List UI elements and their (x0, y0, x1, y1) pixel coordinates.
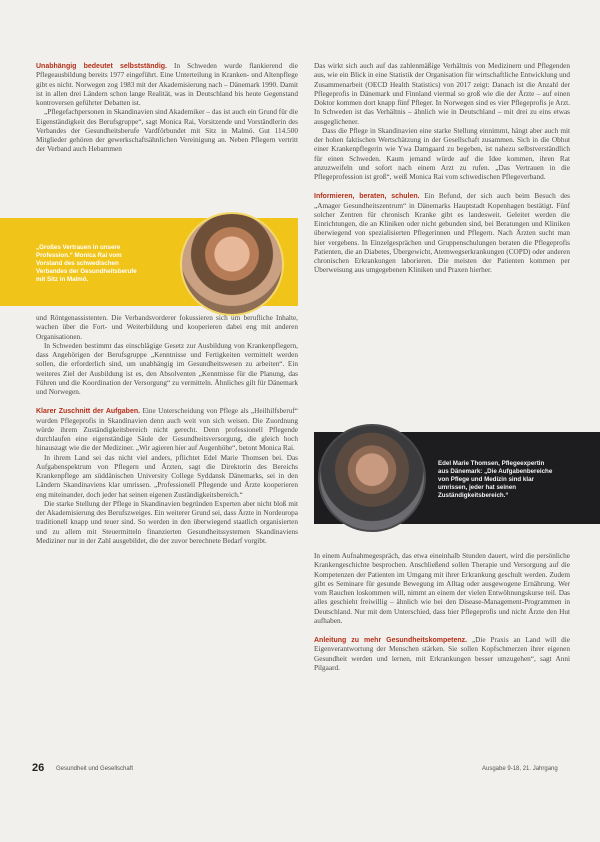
paragraph: In einem Aufnahmegespräch, das etwa eineinhalb Stunden dauert, wird die persönliche Krankengeschichte besprochen. Anschließend sollen Therapie und Versorgung auf die Kompetenzen der Patienten im Umgang mit ihrer Erkrankung geschult werden. Zudem gibt es Seminare für gesunde Bewegung im Alltag oder ausgewogene Ernährung. Wer vom Rauchen loskommen will, nimmt an einem der vielen Entwöhnungskurse teil. Das alles geschieht freiwillig – ähnlich wie bei den Disease-Management-Programmen in Deutschland. Nur mit dem Unterschied, dass hier Pflegeprofis und nicht Ärzte den Hut aufhaben. (314, 552, 570, 625)
paragraph: Unabhängig bedeutet selbstständig. In Schweden wurde flankierend die Pflegeausbildung bereits 1977 eingeführt. Eine Unterteilung in Kranken- und Altenpflege gibt es nicht. Norwegen zog 1983 mit der Akademisierung nach – Dänemark 1990. Damit ist in allen drei Ländern schon lange Realität, was in Deutschland bis heute Gegenstand kontroversen geführter Debatten ist. (36, 62, 298, 107)
quote-box-monica-rai (0, 218, 298, 306)
paragraph-lead: Unabhängig bedeutet selbstständig. (36, 63, 168, 70)
paragraph: Dass die Pflege in Skandinavien eine starke Stellung einnimmt, hängt aber auch mit der hohen faktischen Wertschätzung in der Gesellschaft zusammen. Sich in die Obhut einer Krankenpflegerin wie Ywa Damgaard zu begeben, ist nahezu selbstverständlich für einen Schweden. Kaum jemand würde auf die Idee kommen, ihren Rat anzuzweifeln und sofort nach einem Arzt zu rufen. „Das Vertrauen in die Pflegeprofession ist groß“, weiß Monica Rai vom schwedischen Pflegeverband. (314, 126, 570, 181)
right-column-top (314, 62, 570, 276)
paragraph: Anleitung zu mehr Gesundheitskompetenz. „Die Praxis an Land will die Eigenverantwortung der Menschen stärken. Sie sollen Kopfschmerzen ihrer eigenen Gesundheit werden und lernen, mit Erkrankungen besser umzugehen“, sagt Anni Pilgaard. (314, 636, 571, 672)
paragraph: Die starke Stellung der Pflege in Skandinavien begründen Experten aber nicht bloß mit der Akademisierung des Berufszweiges. Ein weiterer Grund sei, dass Ärzte in Nordeuropa traditionell knapp und teuer sind. So werden in den überwiegend staatlich organisierten und zu allem mit Steuermitteln finanzierten Gesundheitssystemen Skandinaviens Mediziner nur in der Zahl ausgebildet, die der zuvor berechnete Bedarf vorgibt. (36, 499, 298, 545)
quote-text: „Großes Vertrauen in unsere Profession.“ Monica Rai vom Vorstand des schwedischen Verbandes der Gesundheitsberufe mit Sitz in Malmö. (36, 244, 137, 283)
paragraph: Das wirkt sich auch auf das zahlenmäßige Verhältnis von Medizinern und Pflegenden aus, wie ein Blick in eine Statistik der Organisation für wirtschaftliche Entwicklung und Zusammenarbeit (OECD Health Statistics) von 2017 zeigt: Danach ist die Anzahl der Pflegeprofis in Dänemark und Finnland viermal so groß wie die der Ärzte – auf einen Doktor kommen dort knapp fünf Pfleger. In Norwegen sind es vier Pflegeprofis je Arzt. In Schweden ist das Verhältnis – ähnlich wie in Deutschland – mit drei zu eins etwas ausgeglichener. (314, 62, 570, 126)
paragraph: In Schweden bestimmt das einschlägige Gesetz zur Ausbildung von Krankenpflegern, dass Angehörigen der Berufsgruppe „Kenntnisse und Fertigkeiten vermittelt werden sollen, die erforderlich sind, um unabhängig im Gesundheitswesen zu arbeiten“. Ein weiteres Ziel der Ausbildung ist es, den Absolventen „Kenntnisse für die Planung, das Führen und die Koordination der Versorgung“ zu vermitteln. Ähnliches gilt für Dänemark und Norwegen. (36, 341, 298, 396)
issue-info: Ausgabe 9-18, 21. Jahrgang (482, 766, 558, 772)
paragraph: Klarer Zuschnitt der Aufgaben. Eine Unterscheidung von Pflege als „Heilhilfsberuf“ wurden Pflegeprofis in Skandinavien denn auch weit von sich weisen. Die Zuordnung würde ihrem Zuständigkeitsbereich nicht gerecht. Denn professionell Pflegende durchlaufen eine eigenständige Säule der Gesundheitsversorgung, die gleich hoch hinauszagt wie die der Mediziner. „Wir agieren hier auf Augenhöhe“, betont Monica Rai. (36, 407, 298, 453)
portrait-photo-monica-rai (180, 212, 284, 316)
quote-text: Edel Marie Thomsen, Pflegeexpertin aus Dänemark: „Die Aufgabenbereiche von Pflege und Medizin sind klar umrissen, jeder hat seinen Zuständigkeitsbereich.“ (438, 460, 553, 499)
paragraph: und Röntgenassistenten. Die Verbandsvorderer fokussieren sich um berufliche Inhalte, wachen über die Fort- und Weiterbildung und kooperieren dabei eng mit anderen Organisationen. (36, 314, 298, 341)
page-number: 26 (32, 762, 45, 774)
paragraph: In ihrem Land sei das nicht viel anders, pflichtet Edel Marie Thomsen bei. Das Aufgabenspektrum von Pflegern und Ärzten, sagt die Direktorin des Bereichs Krankenpflege am süddänischen University College Syddansk Dänemarks, sei in den Ländern Skandinaviens klar umrissen. „Professionell Pflegende und Ärzte kooperieren eng miteinander, doch jeder hat seinen eigenen Zuständigkeitsbereich.“ (36, 453, 298, 499)
paragraph-lead: Informieren, beraten, schulen. (314, 193, 420, 201)
paragraph-lead: Klarer Zuschnitt der Aufgaben. (36, 408, 141, 416)
quote-box-edel-marie-thomsen (314, 432, 600, 524)
left-column-top (36, 62, 298, 155)
left-column-bottom (36, 314, 298, 546)
paragraph: Informieren, beraten, schulen. Ein Befund, der sich auch beim Besuch des „Amager Gesundheitszentrum“ in Dänemarks Hauptstadt Kopenhagen bestätigt. Fünf solcher Zentren für chronisch Kranke gibt es landesweit. Geleitet werden die Einrichtungen, die an Kliniken oder nicht gebunden sind, bei Beratungen und Kliniken überwiegend von spezialisierten Pflegerinnen und Pflegern. Nach Ärzten sucht man hier vergebens. In Einzelgesprächen und Gruppenschulungen beraten die Pflegeprofis Patienten, die an Diabetes, Übergewicht, Atemwegserkrankungen (COPD) oder anderen chronischen Erkrankungen laborieren. Die meisten der Patienten kommen per Überweisung aus umgegebenen Kliniken und Praxen hierher. (314, 192, 570, 275)
section-name: Gesundheit und Gesellschaft (56, 766, 134, 772)
right-column-bottom (314, 552, 570, 673)
paragraph: „Pflegefachpersonen in Skandinavien sind Akademiker – das ist auch ein Grund für die Eigenständigkeit des Berufsgruppe“, sagt Monica Rai, Vorsitzende und Vorständlerin des Verbandes der Gesundheitsberufe Vardförbundet mit Sitz in Malmö. Gut 114.500 Mitglieder gehören der gewerkschaftsähnlichen Vereinigung an. Neben Pflegern vertritt der Verband auch Hebammen (36, 108, 298, 154)
paragraph-lead: Anleitung zu mehr Gesundheitskompetenz. (314, 637, 468, 644)
portrait-photo-edel-marie-thomsen (318, 424, 426, 532)
